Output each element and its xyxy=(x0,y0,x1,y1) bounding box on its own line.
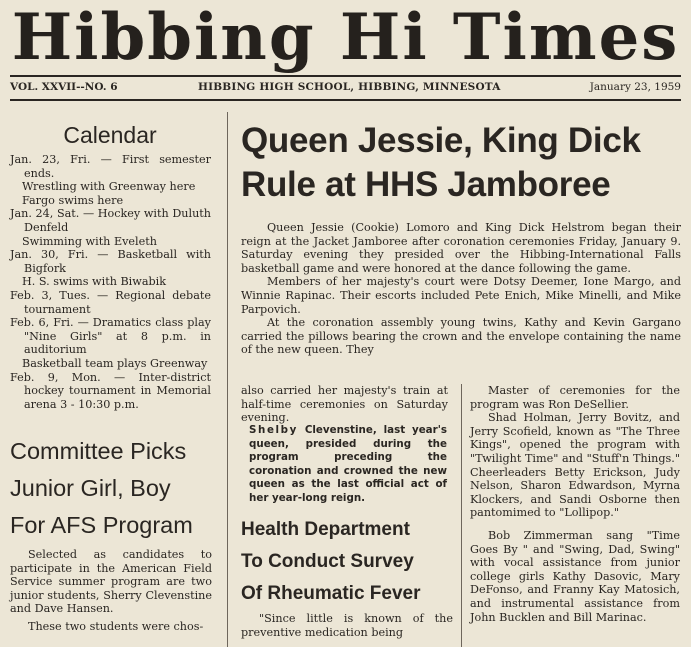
queen-paragraph: Members of her majesty's court were Dotsy Deemer, Ione Margo, and Winnie Rapinac. Their escorts included Pete Enich, Mike Minelli, and Mike Parpovich. xyxy=(241,275,681,316)
queen-article-continued xyxy=(241,384,448,425)
queen-paragraph: Shad Holman, Jerry Bovitz, and Jerry Scofield, known as "The Three Kings", opened the program with "Twilight Time" and "Stuff'n Things." Cheerleaders Betty Erickson, Judy Nelson, Sharon Edwardson, Myrna Klockers, and Sandi Osborne then pantomimed to "Lollipop." xyxy=(470,411,680,520)
masthead-rule-top xyxy=(10,75,681,77)
queen-headline-line: Queen Jessie, King Dick xyxy=(241,121,641,160)
queen-paragraph: Queen Jessie (Cookie) Lomoro and King Dick Helstrom began their reign at the Jacket Jamboree after coronation ceremonies Friday, January 9. Saturday evening they presided over the Hibbing-International Falls basketball game and were honored at the dance following the game. xyxy=(241,221,681,275)
queen-paragraph: Bob Zimmerman sang "Time Goes By " and "Swing, Dad, Swing" with vocal assistance from junior college girls Kathy Dasovic, Mary DeFonso, and Franny Kay Matosich, and instrumental assistance from John Bucklen and Bill Marinac. xyxy=(470,528,680,624)
masthead-title: Hibbing Hi Times xyxy=(11,0,680,75)
afs-article-body xyxy=(10,548,212,634)
calendar-entry: Jan. 30, Fri. — Basketball with Bigfork xyxy=(10,248,211,275)
calendar-heading: Calendar xyxy=(63,122,157,148)
health-headline-line: Of Rheumatic Fever xyxy=(241,583,421,604)
queen-headline xyxy=(241,119,681,207)
calendar-entry: Feb. 6, Fri. — Dramatics class play "Nine Girls" at 8 p.m. in auditorium xyxy=(10,316,211,357)
calendar-list xyxy=(10,153,211,411)
column-divider-inner xyxy=(461,384,462,647)
volume-number: VOL. XXVII--NO. 6 xyxy=(10,81,118,93)
folio-line xyxy=(10,79,681,95)
afs-paragraph: These two students were chos- xyxy=(28,619,204,633)
school-name: HIBBING HIGH SCHOOL, HIBBING, MINNESOTA xyxy=(198,81,501,93)
queen-article-right-column xyxy=(470,384,680,624)
queen-paragraph: Master of ceremonies for the program was Ron DeSellier. xyxy=(470,384,680,411)
queen-article-body xyxy=(241,221,681,357)
calendar-entry: Fargo swims here xyxy=(22,193,124,207)
queen-paragraph: At the coronation assembly young twins, Kathy and Kevin Gargano carried the pillows bearing the crown and the envelope containing the name of the new queen. They xyxy=(241,316,681,357)
column-divider-main xyxy=(227,112,228,647)
calendar-entry: Feb. 9, Mon. — Inter-district hockey tournament in Memorial arena 3 - 10:30 p.m. xyxy=(10,370,211,411)
caption-text: Clevenstine, last year's queen, presided during the program preceding the coronation and crowned the new queen as the last official act of her year-long reign. xyxy=(249,424,447,504)
calendar-entry: H. S. swims with Biwabik xyxy=(22,275,167,289)
afs-paragraph: Selected as candidates to participate in the American Field Service summer program are two junior students, Sherry Clevenstine and Dave Hansen. xyxy=(10,548,212,616)
afs-headline-line: Committee Picks xyxy=(10,438,187,464)
queen-headline-line: Rule at HHS Jamboree xyxy=(241,165,611,204)
caption-lead: Shelby xyxy=(249,424,298,436)
health-paragraph: "Since little is known of the preventive medication being xyxy=(241,612,453,639)
health-headline xyxy=(241,514,456,610)
health-article-body xyxy=(241,612,453,639)
calendar-entry: Jan. 24, Sat. — Hockey with Duluth Denfeld xyxy=(10,207,211,234)
afs-headline-line: For AFS Program xyxy=(10,512,193,538)
queen-paragraph: also carried her majesty's train at half-time ceremonies on Saturday evening. xyxy=(241,384,448,425)
calendar-entry: Wrestling with Greenway here xyxy=(22,180,196,194)
afs-headline xyxy=(10,433,215,544)
calendar-entry: Feb. 3, Tues. — Regional debate tournament xyxy=(10,288,211,316)
queen-caption xyxy=(249,424,447,506)
issue-date: January 23, 1959 xyxy=(589,81,681,93)
calendar-entry: Jan. 23, Fri. — First semester ends. xyxy=(10,153,211,180)
calendar-entry: Swimming with Eveleth xyxy=(22,234,157,248)
calendar-entry: Basketball team plays Greenway xyxy=(22,356,208,370)
masthead-rule-bottom xyxy=(10,99,681,101)
afs-headline-line: Junior Girl, Boy xyxy=(10,475,171,501)
health-headline-line: To Conduct Survey xyxy=(241,551,414,572)
health-headline-line: Health Department xyxy=(241,519,410,540)
